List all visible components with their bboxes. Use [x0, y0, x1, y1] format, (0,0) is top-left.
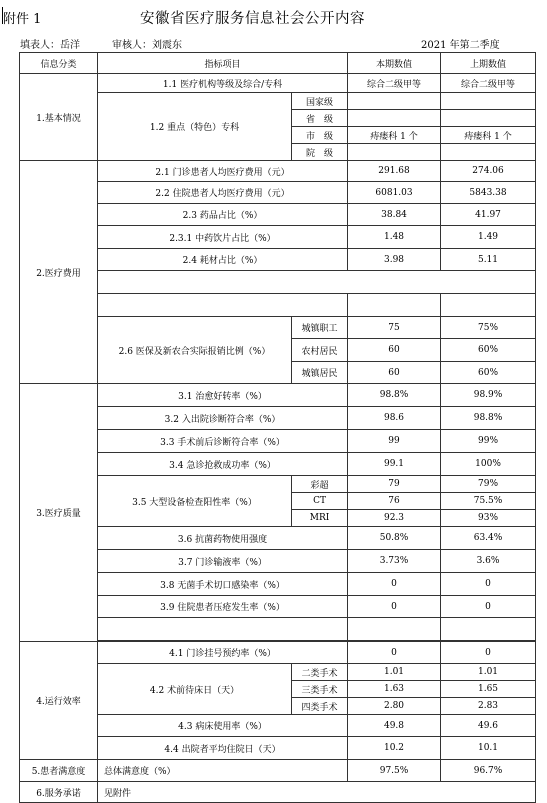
- previous-value: 100%: [441, 453, 536, 476]
- table-row: [20, 782, 536, 803]
- current-value: 1.48: [348, 226, 441, 249]
- current-value: 97.5%: [348, 760, 441, 782]
- table-row: [20, 760, 536, 782]
- item-label: 2.4 耗材占比（%）: [98, 249, 348, 271]
- previous-value: 93%: [441, 510, 536, 527]
- item-label: 3.1 治愈好转率（%）: [98, 384, 348, 407]
- current-value: 0: [348, 573, 441, 596]
- info-table: [19, 52, 536, 803]
- category-costs: 2.医疗费用: [20, 161, 98, 384]
- category-quality: 3.医疗质量: [20, 384, 98, 642]
- sub-label: MRI: [292, 510, 348, 527]
- current-value: [348, 93, 441, 110]
- previous-value: 60%: [441, 339, 536, 362]
- col-header-category: 信息分类: [20, 53, 98, 74]
- table-row: [20, 737, 536, 760]
- col-header-item: 指标项目: [98, 53, 348, 74]
- table-row: [20, 384, 536, 407]
- previous-value: 3.6%: [441, 550, 536, 573]
- item-label: 总体满意度（%）: [98, 760, 348, 782]
- previous-value: 0: [441, 573, 536, 596]
- previous-value: 5843.38: [441, 182, 536, 204]
- previous-value: 98.9%: [441, 384, 536, 407]
- current-value: 79: [348, 476, 441, 493]
- current-value: 98.8%: [348, 384, 441, 407]
- previous-value: 1.65: [441, 681, 536, 698]
- blank-cell: [348, 618, 441, 641]
- previous-value: 1.01: [441, 664, 536, 681]
- blank-cell: [98, 294, 348, 317]
- item-label: 3.2 入出院诊断符合率（%）: [98, 407, 348, 430]
- category-satisfaction: 5.患者满意度: [20, 760, 98, 782]
- item-label: 2.3.1 中药饮片占比（%）: [98, 226, 348, 249]
- item-label: 4.1 门诊挂号预约率（%）: [98, 642, 348, 664]
- previous-value: [441, 144, 536, 161]
- previous-value: 96.7%: [441, 760, 536, 782]
- table-row: [20, 407, 536, 430]
- annex-label: 附件 1: [3, 12, 42, 27]
- table-row: [20, 573, 536, 596]
- current-value: 98.6: [348, 407, 441, 430]
- previous-value: 63.4%: [441, 527, 536, 550]
- table-row: [20, 161, 536, 182]
- item-label: 3.6 抗菌药物使用强度: [98, 527, 348, 550]
- previous-value: [441, 93, 536, 110]
- sub-label: 农村居民: [292, 339, 348, 362]
- item-label: 3.7 门诊输液率（%）: [98, 550, 348, 573]
- table-row: [20, 93, 536, 110]
- page-header: [0, 4, 547, 28]
- table-row: [20, 430, 536, 453]
- sub-label: 院 级: [292, 144, 348, 161]
- sub-label: 省 级: [292, 110, 348, 127]
- current-value: 75: [348, 317, 441, 339]
- previous-value: 75.5%: [441, 493, 536, 510]
- current-value: [348, 110, 441, 127]
- table-row: [20, 249, 536, 271]
- current-value: 0: [348, 642, 441, 664]
- current-value: 综合二级甲等: [348, 74, 441, 93]
- current-value: 60: [348, 339, 441, 362]
- current-value: 3.73%: [348, 550, 441, 573]
- item-label: 3.3 手术前后诊断符合率（%）: [98, 430, 348, 453]
- blank-cell: [348, 294, 441, 317]
- blank-cell: [98, 618, 348, 641]
- current-value: 99: [348, 430, 441, 453]
- meta-line: [0, 36, 547, 50]
- sub-label: 国家级: [292, 93, 348, 110]
- item-label: 4.4 出院者平均住院日（天）: [98, 737, 348, 760]
- sub-label: 城镇居民: [292, 362, 348, 384]
- period-label: 2021 年第二季度: [421, 40, 500, 51]
- sub-label: 四类手术: [292, 698, 348, 715]
- current-value: 76: [348, 493, 441, 510]
- current-value: 291.68: [348, 161, 441, 182]
- previous-value: 60%: [441, 362, 536, 384]
- current-value: 3.98: [348, 249, 441, 271]
- previous-value: 41.97: [441, 204, 536, 226]
- current-value: 99.1: [348, 453, 441, 476]
- current-value: 1.01: [348, 664, 441, 681]
- sub-label: 市 级: [292, 127, 348, 144]
- table-row-blank: [20, 294, 536, 317]
- current-value: 49.8: [348, 715, 441, 737]
- table-row: [20, 642, 536, 664]
- table-row-blank: [20, 271, 536, 294]
- table-row: [20, 226, 536, 249]
- table-row: [20, 664, 536, 681]
- table-row: [20, 715, 536, 737]
- previous-value: 5.11: [441, 249, 536, 271]
- sub-label: 三类手术: [292, 681, 348, 698]
- item-label: 2.3 药品占比（%）: [98, 204, 348, 226]
- item-label: 1.1 医疗机构等级及综合/专科: [98, 74, 348, 93]
- filler-label: 填表人：岳洋: [20, 40, 80, 51]
- table-row: [20, 204, 536, 226]
- table-row-blank: [20, 618, 536, 641]
- table-row: [20, 476, 536, 493]
- blank-cell: [441, 294, 536, 317]
- sub-label: CT: [292, 493, 348, 510]
- previous-value: 0: [441, 596, 536, 618]
- item-label: 4.3 病床使用率（%）: [98, 715, 348, 737]
- previous-value: 75%: [441, 317, 536, 339]
- previous-value: 0: [441, 642, 536, 664]
- current-value: 92.3: [348, 510, 441, 527]
- previous-value: 痔瘘科 1 个: [441, 127, 536, 144]
- previous-value: [441, 110, 536, 127]
- current-value: 0: [348, 596, 441, 618]
- item-label: 3.9 住院患者压疮发生率（%）: [98, 596, 348, 618]
- page-title: 安徽省医疗服务信息社会公开内容: [140, 11, 365, 27]
- blank-cell: [441, 618, 536, 641]
- item-label: 3.4 急诊抢救成功率（%）: [98, 453, 348, 476]
- item-label: 3.5 大型设备检查阳性率（%）: [98, 476, 292, 527]
- table-row: [20, 550, 536, 573]
- table-row: [20, 527, 536, 550]
- previous-value: 274.06: [441, 161, 536, 182]
- category-efficiency: 4.运行效率: [20, 642, 98, 760]
- current-value: 痔瘘科 1 个: [348, 127, 441, 144]
- previous-value: 98.8%: [441, 407, 536, 430]
- col-header-previous: 上期数值: [441, 53, 536, 74]
- current-value: 50.8%: [348, 527, 441, 550]
- reviewer-label: 审核人：刘震东: [112, 40, 182, 51]
- table-row: [20, 182, 536, 204]
- col-header-current: 本期数值: [348, 53, 441, 74]
- item-label: 2.2 住院患者人均医疗费用（元）: [98, 182, 348, 204]
- table-row: [20, 74, 536, 93]
- item-label: 见附件: [98, 782, 536, 803]
- item-label: 2.1 门诊患者人均医疗费用（元）: [98, 161, 348, 182]
- sub-label: 城镇职工: [292, 317, 348, 339]
- table-row: [20, 596, 536, 618]
- current-value: 2.80: [348, 698, 441, 715]
- sub-label: 彩超: [292, 476, 348, 493]
- table-row: [20, 453, 536, 476]
- previous-value: 99%: [441, 430, 536, 453]
- current-value: [348, 144, 441, 161]
- item-label: 4.2 术前待床日（天）: [98, 664, 292, 715]
- blank-cell: [98, 271, 536, 294]
- item-label: 3.8 无菌手术切口感染率（%）: [98, 573, 348, 596]
- item-label: 2.6 医保及新农合实际报销比例（%）: [98, 317, 292, 384]
- previous-value: 综合二级甲等: [441, 74, 536, 93]
- item-label: 1.2 重点（特色）专科: [98, 93, 292, 161]
- previous-value: 49.6: [441, 715, 536, 737]
- previous-value: 1.49: [441, 226, 536, 249]
- category-basic: 1.基本情况: [20, 74, 98, 161]
- sub-label: 二类手术: [292, 664, 348, 681]
- previous-value: 10.1: [441, 737, 536, 760]
- table-row: [20, 317, 536, 339]
- previous-value: 2.83: [441, 698, 536, 715]
- current-value: 10.2: [348, 737, 441, 760]
- current-value: 6081.03: [348, 182, 441, 204]
- current-value: 1.63: [348, 681, 441, 698]
- category-service-promise: 6.服务承诺: [20, 782, 98, 803]
- previous-value: 79%: [441, 476, 536, 493]
- table-header-row: [20, 53, 536, 74]
- current-value: 60: [348, 362, 441, 384]
- current-value: 38.84: [348, 204, 441, 226]
